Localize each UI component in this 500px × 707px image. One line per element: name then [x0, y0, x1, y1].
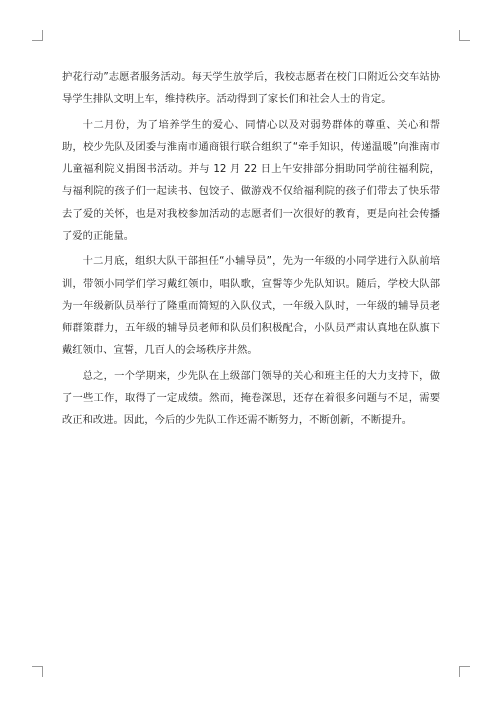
- paragraph-volunteer-activity: 护花行动”志愿者服务活动。每天学生放学后，我校志愿者在校门口附近公交车站协导学生排队文明上车，维持秩序。活动得到了家长们和社会人士的肯定。: [62, 71, 440, 106]
- crop-mark-bottom-left: [32, 666, 43, 677]
- paragraph-little-counselors: 十二月底，组织大队干部担任“小辅导员”，先为一年级的小同学进行入队前培训，带领小同学们学习戴红领巾，唱队歌，宣誓等少先队知识。随后，学校大队部为一年级新队员举行了隆重而简短的入队仪式，一年级入队时，一年级的辅导员老师群策群力，五年级的辅导员老师和队员们积极配合，小队员严肃认真地在队旗下戴红领巾、宣誓，几百人的会场秩序井然。: [62, 255, 440, 357]
- document-body: [62, 66, 440, 435]
- paragraph-december-donation: 十二月份，为了培养学生的爱心、同情心以及对弱势群体的尊重、关心和帮助，校少先队及团委与淮南市通商银行联合组织了“牵手知识，传递温暖”向淮南市儿童福利院义捐图书活动。并与 12 月 22 日上午安排部分捐助同学前往福利院，与福利院的孩子们一起读书、包饺子、做游戏不仅给福利院的孩子们带去了快乐带去了爱的关怀，也是对我校参加活动的志愿者们一次很好的教育，更是向社会传播了爱的正能量。: [62, 118, 440, 242]
- crop-mark-bottom-right: [459, 666, 470, 677]
- crop-mark-top-left: [32, 30, 43, 41]
- paragraph-summary: 总之，一个学期来，少先队在上级部门领导的关心和班主任的大力支持下，做了一些工作，取得了一定成绩。然而，掩卷深思，还存在着很多问题与不足，需要改正和改进。因此，今后的少先队工作还需不断努力，不断创新，不断提升。: [62, 369, 440, 427]
- crop-mark-top-right: [459, 30, 470, 41]
